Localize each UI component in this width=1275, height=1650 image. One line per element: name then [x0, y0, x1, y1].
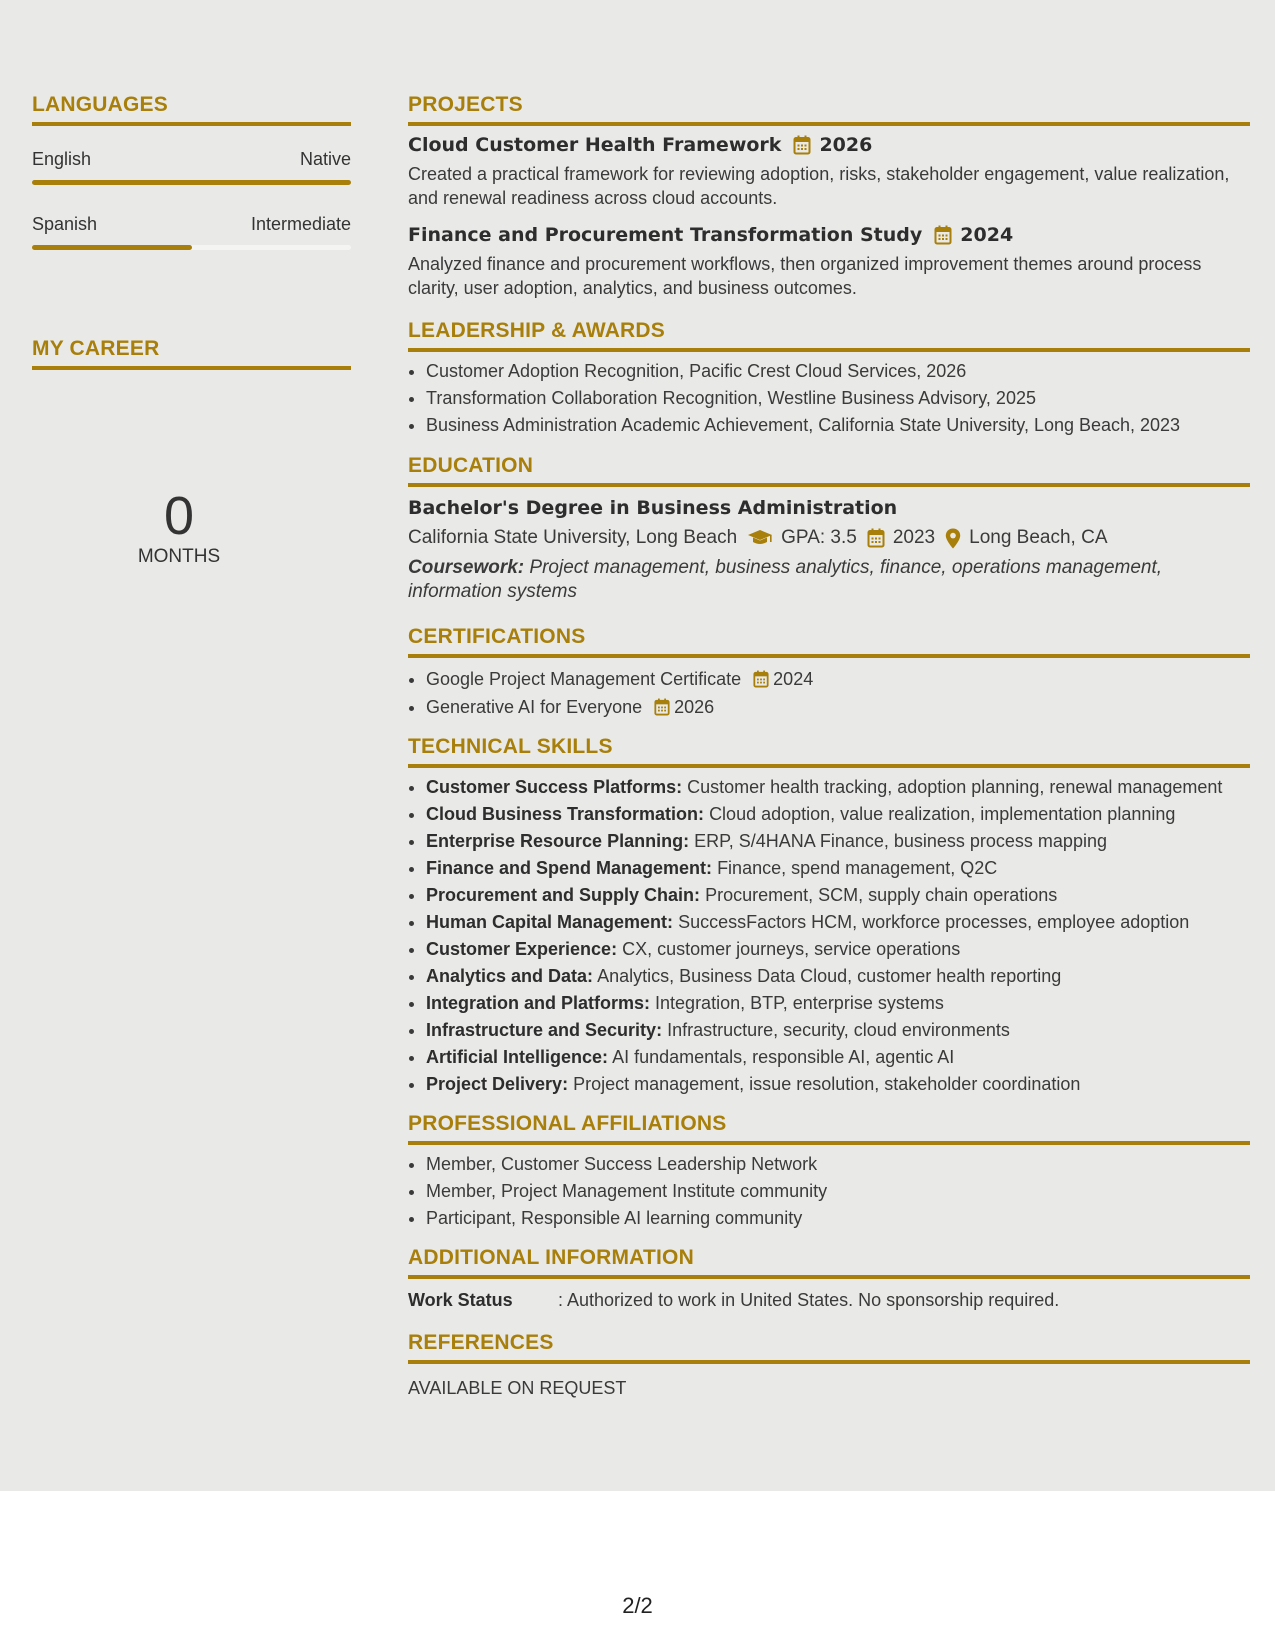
references-title: REFERENCES	[408, 1331, 554, 1354]
section-rule	[408, 122, 1250, 126]
skill-label: Integration and Platforms:	[426, 993, 651, 1013]
references-text: AVAILABLE ON REQUEST	[408, 1378, 627, 1398]
skill-label: Infrastructure and Security:	[426, 1020, 663, 1040]
skill-item	[426, 963, 1250, 990]
skill-item	[426, 909, 1250, 936]
list-item	[426, 665, 1250, 693]
info-row	[408, 1288, 1250, 1312]
language-proficiency-fill	[32, 180, 351, 185]
education-degree: Bachelor's Degree in Business Administration	[408, 497, 898, 519]
skill-item	[426, 882, 1250, 909]
additional-section	[408, 1245, 1250, 1312]
skill-item	[426, 774, 1250, 801]
list-item: • Customer Adoption Recognition, Pacific Crest Cloud Services, 2026	[426, 358, 1250, 385]
projects-section	[408, 92, 1250, 300]
list-item: • Member, Project Management Institute community	[426, 1178, 1250, 1205]
skill-value: Infrastructure, security, cloud environments	[667, 1020, 1010, 1040]
education-year: 2023	[892, 527, 936, 548]
skill-label: Analytics and Data:	[426, 966, 594, 986]
certification-year: 2024	[773, 669, 814, 689]
skill-label: Finance and Spend Management:	[426, 858, 713, 878]
education-coursework	[408, 556, 1250, 604]
skill-value: Cloud adoption, value realization, implementation planning	[709, 804, 1176, 824]
awards-list	[408, 358, 1250, 439]
language-level: Native	[299, 149, 351, 169]
page-number: 2/2	[622, 1593, 653, 1618]
education-school: California State University, Long Beach	[408, 527, 738, 548]
skill-value: CX, customer journeys, service operations	[622, 939, 961, 959]
certifications-title: CERTIFICATIONS	[408, 625, 586, 648]
awards-section	[408, 318, 1250, 439]
skill-value: Analytics, Business Data Cloud, customer health reporting	[597, 966, 1062, 986]
calendar-icon	[793, 135, 811, 155]
certifications-list	[408, 665, 1250, 721]
skill-label: Artificial Intelligence:	[426, 1047, 609, 1067]
skill-value: Project management, issue resolution, stakeholder coordination	[573, 1074, 1081, 1094]
skill-label: Procurement and Supply Chain:	[426, 885, 701, 905]
language-name: English	[32, 149, 92, 169]
calendar-icon	[753, 670, 769, 688]
project-year: 2026	[819, 134, 873, 156]
skills-section	[408, 734, 1250, 1098]
language-proficiency-bar	[32, 180, 351, 185]
section-rule	[32, 122, 351, 126]
skills-list	[408, 774, 1250, 1098]
list-item: • Transformation Collaboration Recognition, Westline Business Advisory, 2025	[426, 385, 1250, 412]
certification-name: • Google Project Management Certificate	[426, 669, 742, 689]
project-year: 2024	[960, 224, 1014, 246]
certifications-section	[408, 624, 1250, 721]
language-proficiency-bar	[32, 245, 351, 250]
skill-item	[426, 990, 1250, 1017]
left-column	[32, 92, 351, 567]
calendar-icon	[934, 225, 952, 245]
education-section	[408, 453, 1250, 604]
language-item-english	[32, 148, 351, 185]
career-counter	[32, 487, 326, 569]
graduation-cap-icon	[747, 529, 773, 547]
skill-item	[426, 801, 1250, 828]
skill-value: ERP, S/4HANA Finance, business process mapping	[694, 831, 1107, 851]
project-description: Analyzed finance and procurement workflows, then organized improvement themes around process clarity, user adoption, analytics, and business outcomes.	[408, 254, 1202, 298]
section-rule	[408, 1141, 1250, 1145]
project-item	[408, 132, 1250, 210]
affiliations-list	[408, 1151, 1250, 1232]
skill-value: AI fundamentals, responsible AI, agentic AI	[612, 1047, 955, 1067]
calendar-icon	[654, 698, 670, 716]
affiliations-section	[408, 1111, 1250, 1232]
calendar-icon	[867, 528, 885, 548]
section-rule	[32, 366, 351, 370]
skill-label: Cloud Business Transformation:	[426, 804, 705, 824]
section-rule	[408, 764, 1250, 768]
project-item	[408, 222, 1250, 300]
affiliations-title: PROFESSIONAL AFFILIATIONS	[408, 1112, 727, 1135]
project-description: Created a practical framework for reviewing adoption, risks, stakeholder engagement, value realization, and renewal readiness across cloud accounts.	[408, 164, 1230, 208]
section-rule	[408, 1275, 1250, 1279]
certification-name: • Generative AI for Everyone	[426, 697, 643, 717]
coursework-text: Project management, business analytics, finance, operations management, information systems	[408, 557, 1163, 602]
language-proficiency-fill	[32, 245, 192, 250]
list-item: • Business Administration Academic Achievement, California State University, Long Beach, 2023	[426, 412, 1250, 439]
awards-title: LEADERSHIP & AWARDS	[408, 319, 665, 342]
list-item	[426, 693, 1250, 721]
section-rule	[408, 348, 1250, 352]
projects-title: PROJECTS	[408, 93, 523, 116]
location-pin-icon	[945, 528, 961, 549]
languages-title: LANGUAGES	[32, 93, 168, 116]
education-details	[408, 525, 1250, 551]
skill-item	[426, 828, 1250, 855]
certification-year: 2026	[674, 697, 715, 717]
skill-value: Customer health tracking, adoption planning, renewal management	[687, 777, 1223, 797]
references-section	[408, 1330, 1250, 1400]
language-level: Intermediate	[250, 214, 351, 234]
career-section	[32, 336, 351, 370]
skill-item	[426, 1071, 1250, 1098]
skill-value: Finance, spend management, Q2C	[717, 858, 998, 878]
skill-value: SuccessFactors HCM, workforce processes, employee adoption	[678, 912, 1190, 932]
list-item: • Participant, Responsible AI learning community	[426, 1205, 1250, 1232]
project-name: Finance and Procurement Transformation Study	[408, 224, 923, 246]
skill-label: Human Capital Management:	[426, 912, 674, 932]
skill-label: Project Delivery:	[426, 1074, 569, 1094]
skill-item	[426, 1017, 1250, 1044]
skill-value: Integration, BTP, enterprise systems	[655, 993, 944, 1013]
skill-item	[426, 936, 1250, 963]
right-column	[408, 92, 1250, 1400]
project-name: Cloud Customer Health Framework	[408, 134, 782, 156]
education-title: EDUCATION	[408, 454, 534, 477]
coursework-label: Coursework:	[408, 557, 525, 578]
additional-title: ADDITIONAL INFORMATION	[408, 1246, 694, 1269]
skill-value: Procurement, SCM, supply chain operations	[705, 885, 1058, 905]
skills-title: TECHNICAL SKILLS	[408, 735, 613, 758]
list-item: • Member, Customer Success Leadership Network	[426, 1151, 1250, 1178]
skill-label: Customer Success Platforms:	[426, 777, 683, 797]
language-name: Spanish	[32, 214, 98, 234]
skill-label: Customer Experience:	[426, 939, 618, 959]
skill-item	[426, 1044, 1250, 1071]
education-gpa: GPA: 3.5	[781, 527, 857, 548]
info-value: : Authorized to work in United States. No sponsorship required.	[558, 1290, 1060, 1310]
career-unit: MONTHS	[137, 546, 221, 567]
skill-item	[426, 855, 1250, 882]
section-rule	[408, 654, 1250, 658]
career-title: MY CAREER	[32, 337, 160, 360]
info-label: Work Status	[408, 1290, 513, 1310]
section-rule	[408, 483, 1250, 487]
skill-label: Enterprise Resource Planning:	[426, 831, 690, 851]
education-location: Long Beach, CA	[969, 527, 1108, 548]
section-rule	[408, 1360, 1250, 1364]
language-item-spanish	[32, 213, 351, 250]
career-value: 0	[163, 486, 195, 546]
